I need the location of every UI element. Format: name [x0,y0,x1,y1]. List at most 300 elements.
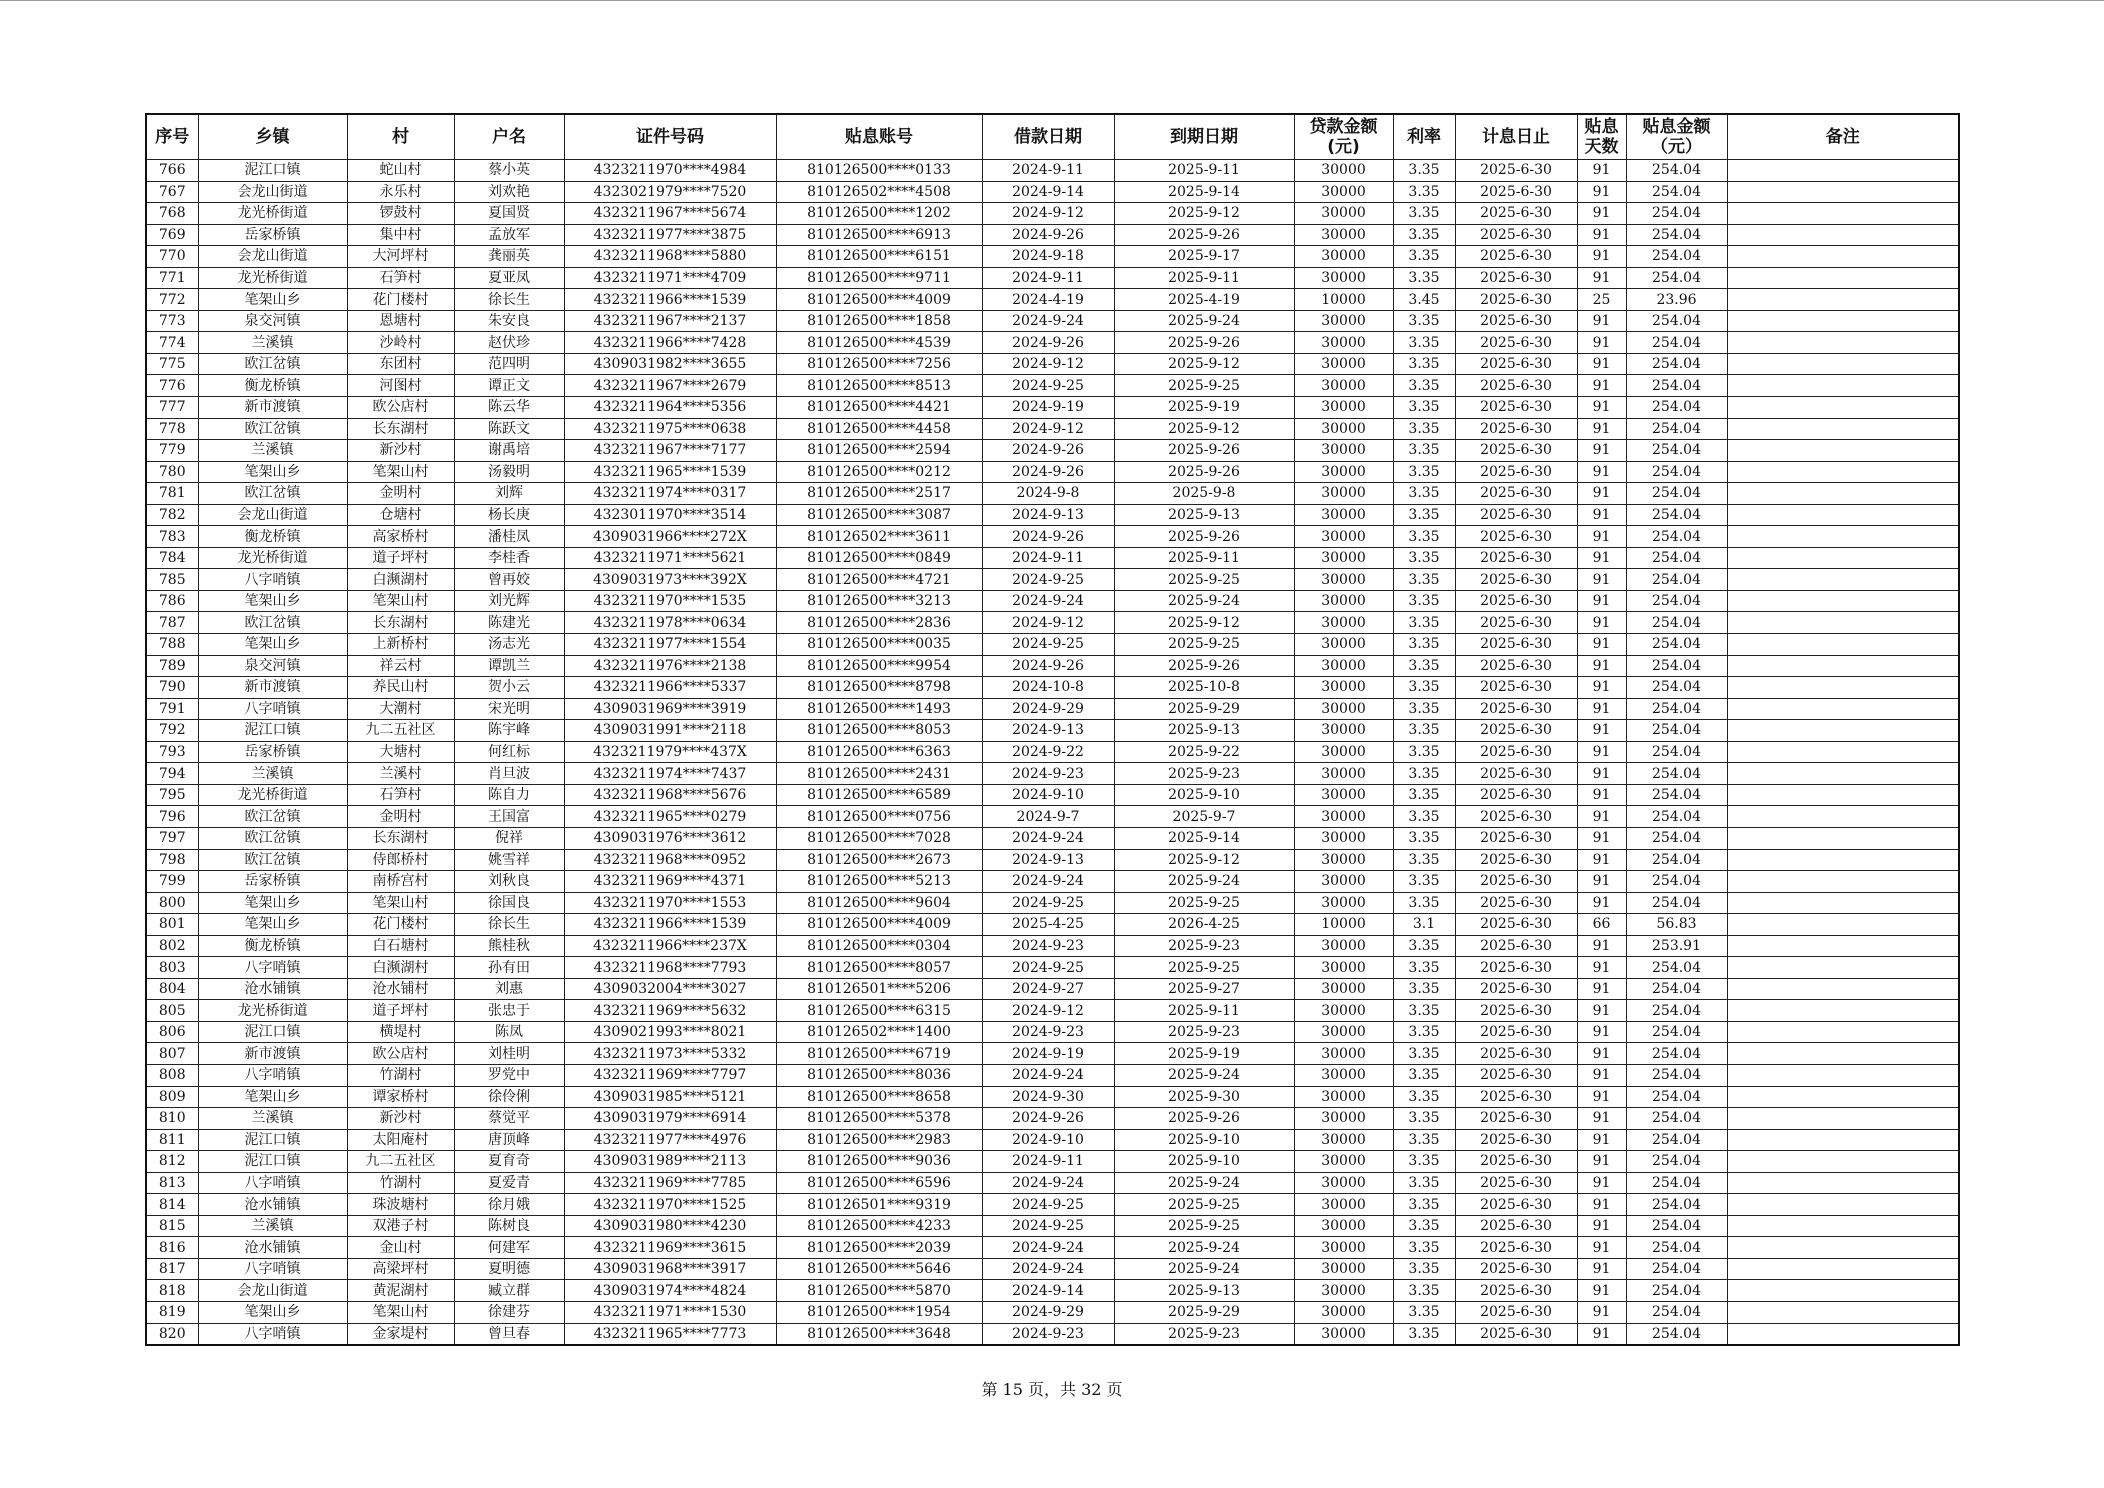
cell-col-subsidy-account: 810126500****4009 [776,914,982,936]
cell-col-interest-rate: 3.35 [1393,203,1455,225]
cell-col-remarks [1727,1194,1959,1216]
cell-col-account-holder: 夏明德 [454,1258,564,1280]
cell-col-loan-amount: 30000 [1294,246,1393,268]
cell-col-subsidy-days: 91 [1577,1301,1626,1323]
cell-col-interest-end-date: 2025-6-30 [1455,720,1577,742]
cell-col-subsidy-amount: 254.04 [1626,720,1727,742]
cell-col-interest-end-date: 2025-6-30 [1455,892,1577,914]
cell-col-id-number: 4323211973****5332 [564,1043,776,1065]
cell-col-township: 八字哨镇 [198,569,347,591]
cell-col-township: 兰溪镇 [198,1108,347,1130]
cell-col-interest-end-date: 2025-6-30 [1455,547,1577,569]
cell-col-index: 792 [146,720,198,742]
cell-col-index: 811 [146,1129,198,1151]
cell-col-village: 上新桥村 [347,634,454,656]
cell-col-index: 808 [146,1064,198,1086]
cell-col-due-date: 2025-9-13 [1114,504,1294,526]
table-row [146,332,1959,354]
table-row [146,1237,1959,1259]
cell-col-index: 782 [146,504,198,526]
cell-col-index: 778 [146,418,198,440]
cell-col-index: 784 [146,547,198,569]
cell-col-village: 金山村 [347,1237,454,1259]
cell-col-index: 796 [146,806,198,828]
cell-col-interest-end-date: 2025-6-30 [1455,246,1577,268]
cell-col-township: 笔架山乡 [198,1301,347,1323]
cell-col-loan-date: 2024-9-26 [982,461,1114,483]
cell-col-account-holder: 肖旦波 [454,763,564,785]
cell-col-account-holder: 徐伶俐 [454,1086,564,1108]
cell-col-interest-rate: 3.35 [1393,720,1455,742]
cell-col-subsidy-days: 91 [1577,1215,1626,1237]
cell-col-due-date: 2025-9-10 [1114,1151,1294,1173]
cell-col-subsidy-amount: 254.04 [1626,418,1727,440]
cell-col-loan-amount: 30000 [1294,827,1393,849]
table-row [146,871,1959,893]
cell-col-interest-rate: 3.35 [1393,849,1455,871]
cell-col-village: 新沙村 [347,440,454,462]
cell-col-township: 欧江岔镇 [198,483,347,505]
cell-col-subsidy-account: 810126500****7028 [776,827,982,849]
cell-col-subsidy-account: 810126500****7256 [776,353,982,375]
cell-col-subsidy-amount: 254.04 [1626,246,1727,268]
cell-col-interest-end-date: 2025-6-30 [1455,1064,1577,1086]
cell-col-loan-date: 2024-9-25 [982,1215,1114,1237]
cell-col-index: 768 [146,203,198,225]
cell-col-interest-end-date: 2025-6-30 [1455,590,1577,612]
cell-col-index: 798 [146,849,198,871]
cell-col-subsidy-days: 91 [1577,1280,1626,1302]
cell-col-due-date: 2025-9-12 [1114,353,1294,375]
cell-col-due-date: 2025-9-30 [1114,1086,1294,1108]
cell-col-due-date: 2025-9-23 [1114,763,1294,785]
cell-col-loan-amount: 30000 [1294,1301,1393,1323]
cell-col-interest-rate: 3.35 [1393,677,1455,699]
cell-col-subsidy-days: 91 [1577,397,1626,419]
cell-col-township: 泥江口镇 [198,1129,347,1151]
cell-col-id-number: 4323211965****1539 [564,461,776,483]
table-row [146,569,1959,591]
cell-col-remarks [1727,1237,1959,1259]
cell-col-subsidy-days: 91 [1577,1108,1626,1130]
cell-col-remarks [1727,1258,1959,1280]
cell-col-interest-end-date: 2025-6-30 [1455,1086,1577,1108]
cell-col-interest-rate: 3.35 [1393,1000,1455,1022]
cell-col-subsidy-amount: 254.04 [1626,1172,1727,1194]
table-row [146,440,1959,462]
table-row [146,914,1959,936]
cell-col-index: 769 [146,224,198,246]
cell-col-loan-date: 2024-9-12 [982,353,1114,375]
cell-col-loan-amount: 30000 [1294,763,1393,785]
cell-col-interest-rate: 3.35 [1393,1172,1455,1194]
cell-col-township: 兰溪镇 [198,1215,347,1237]
cell-col-township: 衡龙桥镇 [198,375,347,397]
cell-col-township: 岳家桥镇 [198,224,347,246]
cell-col-interest-end-date: 2025-6-30 [1455,655,1577,677]
cell-col-account-holder: 罗党中 [454,1064,564,1086]
cell-col-village: 永乐村 [347,181,454,203]
cell-col-subsidy-days: 91 [1577,892,1626,914]
cell-col-index: 770 [146,246,198,268]
cell-col-remarks [1727,418,1959,440]
cell-col-loan-amount: 30000 [1294,1129,1393,1151]
cell-col-township: 岳家桥镇 [198,871,347,893]
cell-col-interest-end-date: 2025-6-30 [1455,634,1577,656]
cell-col-township: 笔架山乡 [198,914,347,936]
cell-col-loan-date: 2024-9-24 [982,871,1114,893]
header-col-account-holder: 户名 [454,114,564,160]
cell-col-id-number: 4323211977****3875 [564,224,776,246]
table-row [146,289,1959,311]
cell-col-account-holder: 刘桂明 [454,1043,564,1065]
cell-col-subsidy-amount: 254.04 [1626,590,1727,612]
cell-col-interest-end-date: 2025-6-30 [1455,310,1577,332]
cell-col-subsidy-account: 810126500****4233 [776,1215,982,1237]
cell-col-interest-end-date: 2025-6-30 [1455,569,1577,591]
cell-col-due-date: 2025-9-7 [1114,806,1294,828]
cell-col-id-number: 4323211977****4976 [564,1129,776,1151]
cell-col-loan-amount: 30000 [1294,1000,1393,1022]
table-body [146,160,1959,1346]
cell-col-interest-rate: 3.35 [1393,741,1455,763]
table-row [146,461,1959,483]
cell-col-subsidy-account: 810126500****1493 [776,698,982,720]
cell-col-village: 大塘村 [347,741,454,763]
cell-col-interest-rate: 3.35 [1393,1194,1455,1216]
cell-col-subsidy-amount: 254.04 [1626,397,1727,419]
cell-col-index: 818 [146,1280,198,1302]
cell-col-subsidy-account: 810126500****4458 [776,418,982,440]
cell-col-interest-end-date: 2025-6-30 [1455,1129,1577,1151]
cell-col-interest-rate: 3.35 [1393,1043,1455,1065]
cell-col-remarks [1727,526,1959,548]
cell-col-township: 八字哨镇 [198,1323,347,1345]
cell-col-due-date: 2025-9-24 [1114,1237,1294,1259]
cell-col-interest-end-date: 2025-6-30 [1455,1280,1577,1302]
cell-col-loan-amount: 30000 [1294,1323,1393,1345]
cell-col-subsidy-account: 810126500****2673 [776,849,982,871]
cell-col-id-number: 4323021979****7520 [564,181,776,203]
cell-col-id-number: 4323211970****1525 [564,1194,776,1216]
cell-col-account-holder: 杨长庚 [454,504,564,526]
cell-col-subsidy-account: 810126500****3213 [776,590,982,612]
cell-col-interest-rate: 3.35 [1393,246,1455,268]
table-row [146,978,1959,1000]
cell-col-id-number: 4323211966****1539 [564,289,776,311]
cell-col-loan-date: 2024-9-25 [982,634,1114,656]
cell-col-id-number: 4309032004****3027 [564,978,776,1000]
cell-col-index: 766 [146,160,198,182]
cell-col-interest-end-date: 2025-6-30 [1455,526,1577,548]
cell-col-account-holder: 曾再姣 [454,569,564,591]
cell-col-village: 谭家桥村 [347,1086,454,1108]
cell-col-subsidy-amount: 254.04 [1626,547,1727,569]
cell-col-township: 沧水铺镇 [198,978,347,1000]
cell-col-remarks [1727,375,1959,397]
cell-col-id-number: 4323211964****5356 [564,397,776,419]
cell-col-loan-amount: 30000 [1294,978,1393,1000]
cell-col-remarks [1727,160,1959,182]
cell-col-id-number: 4309031991****2118 [564,720,776,742]
cell-col-due-date: 2025-9-24 [1114,1172,1294,1194]
cell-col-account-holder: 孙有田 [454,957,564,979]
cell-col-due-date: 2025-9-26 [1114,1108,1294,1130]
table-row [146,353,1959,375]
cell-col-account-holder: 蔡觉平 [454,1108,564,1130]
cell-col-township: 会龙山街道 [198,504,347,526]
cell-col-interest-rate: 3.35 [1393,483,1455,505]
cell-col-subsidy-amount: 254.04 [1626,1301,1727,1323]
cell-col-id-number: 4323211966****1539 [564,914,776,936]
cell-col-due-date: 2025-9-26 [1114,655,1294,677]
cell-col-loan-amount: 30000 [1294,1194,1393,1216]
cell-col-id-number: 4323211970****1535 [564,590,776,612]
cell-col-loan-amount: 30000 [1294,224,1393,246]
cell-col-remarks [1727,1301,1959,1323]
cell-col-loan-date: 2024-9-22 [982,741,1114,763]
cell-col-due-date: 2025-9-29 [1114,698,1294,720]
cell-col-interest-rate: 3.35 [1393,1151,1455,1173]
cell-col-subsidy-days: 91 [1577,1086,1626,1108]
cell-col-loan-amount: 30000 [1294,655,1393,677]
cell-col-village: 兰溪村 [347,763,454,785]
cell-col-interest-rate: 3.35 [1393,160,1455,182]
cell-col-loan-amount: 30000 [1294,440,1393,462]
cell-col-account-holder: 刘欢艳 [454,181,564,203]
cell-col-interest-end-date: 2025-6-30 [1455,1172,1577,1194]
cell-col-due-date: 2025-9-10 [1114,1129,1294,1151]
cell-col-loan-amount: 30000 [1294,418,1393,440]
table-row [146,246,1959,268]
table-row [146,397,1959,419]
cell-col-loan-amount: 30000 [1294,634,1393,656]
cell-col-subsidy-days: 91 [1577,267,1626,289]
cell-col-account-holder: 唐顶峰 [454,1129,564,1151]
cell-col-subsidy-amount: 254.04 [1626,677,1727,699]
cell-col-due-date: 2025-9-24 [1114,1064,1294,1086]
header-col-loan-amount: 贷款金额 (元) [1294,114,1393,160]
cell-col-id-number: 4323211966****7428 [564,332,776,354]
cell-col-subsidy-account: 810126500****4539 [776,332,982,354]
cell-col-loan-date: 2024-9-10 [982,784,1114,806]
cell-col-account-holder: 徐国良 [454,892,564,914]
cell-col-loan-amount: 30000 [1294,569,1393,591]
cell-col-township: 笔架山乡 [198,461,347,483]
cell-col-subsidy-days: 91 [1577,181,1626,203]
cell-col-subsidy-days: 91 [1577,1323,1626,1345]
cell-col-subsidy-days: 91 [1577,526,1626,548]
cell-col-id-number: 4323211967****7177 [564,440,776,462]
table-header-row [146,114,1959,160]
cell-col-remarks [1727,1108,1959,1130]
cell-col-loan-amount: 10000 [1294,914,1393,936]
cell-col-subsidy-account: 810126500****6589 [776,784,982,806]
cell-col-id-number: 4323211970****4984 [564,160,776,182]
cell-col-subsidy-account: 810126500****3087 [776,504,982,526]
cell-col-interest-end-date: 2025-6-30 [1455,1258,1577,1280]
cell-col-remarks [1727,224,1959,246]
cell-col-remarks [1727,397,1959,419]
cell-col-subsidy-days: 91 [1577,1000,1626,1022]
cell-col-subsidy-days: 91 [1577,590,1626,612]
cell-col-interest-rate: 3.35 [1393,634,1455,656]
cell-col-id-number: 4323211966****5337 [564,677,776,699]
loan-subsidy-table-container [145,113,1960,1346]
cell-col-township: 兰溪镇 [198,763,347,785]
cell-col-interest-rate: 3.35 [1393,1215,1455,1237]
cell-col-loan-amount: 30000 [1294,957,1393,979]
cell-col-subsidy-account: 810126500****2517 [776,483,982,505]
cell-col-remarks [1727,353,1959,375]
cell-col-remarks [1727,806,1959,828]
cell-col-township: 龙光桥街道 [198,203,347,225]
cell-col-account-holder: 谭凯兰 [454,655,564,677]
cell-col-index: 780 [146,461,198,483]
cell-col-loan-date: 2024-9-24 [982,827,1114,849]
cell-col-account-holder: 赵伏珍 [454,332,564,354]
cell-col-subsidy-amount: 254.04 [1626,160,1727,182]
cell-col-subsidy-amount: 254.04 [1626,1280,1727,1302]
cell-col-village: 花门楼村 [347,914,454,936]
cell-col-due-date: 2025-9-29 [1114,1301,1294,1323]
cell-col-due-date: 2025-9-11 [1114,1000,1294,1022]
cell-col-index: 797 [146,827,198,849]
cell-col-village: 集中村 [347,224,454,246]
cell-col-subsidy-account: 810126500****8036 [776,1064,982,1086]
cell-col-village: 沙岭村 [347,332,454,354]
cell-col-subsidy-days: 25 [1577,289,1626,311]
cell-col-due-date: 2025-9-23 [1114,935,1294,957]
cell-col-due-date: 2025-9-26 [1114,461,1294,483]
cell-col-township: 泥江口镇 [198,1151,347,1173]
cell-col-due-date: 2025-9-14 [1114,827,1294,849]
cell-col-remarks [1727,871,1959,893]
cell-col-township: 泥江口镇 [198,720,347,742]
cell-col-loan-amount: 30000 [1294,181,1393,203]
cell-col-index: 820 [146,1323,198,1345]
cell-col-village: 笔架山村 [347,461,454,483]
cell-col-subsidy-amount: 254.04 [1626,784,1727,806]
cell-col-village: 沧水铺村 [347,978,454,1000]
cell-col-due-date: 2025-9-25 [1114,634,1294,656]
cell-col-index: 791 [146,698,198,720]
cell-col-index: 774 [146,332,198,354]
cell-col-index: 801 [146,914,198,936]
cell-col-township: 兰溪镇 [198,440,347,462]
cell-col-loan-date: 2024-9-18 [982,246,1114,268]
cell-col-subsidy-days: 91 [1577,978,1626,1000]
table-row [146,1280,1959,1302]
cell-col-index: 817 [146,1258,198,1280]
cell-col-subsidy-days: 91 [1577,547,1626,569]
cell-col-subsidy-account: 810126500****2836 [776,612,982,634]
cell-col-interest-end-date: 2025-6-30 [1455,763,1577,785]
cell-col-subsidy-days: 91 [1577,634,1626,656]
cell-col-village: 竹湖村 [347,1064,454,1086]
cell-col-index: 809 [146,1086,198,1108]
cell-col-interest-rate: 3.35 [1393,892,1455,914]
cell-col-subsidy-amount: 254.04 [1626,871,1727,893]
cell-col-subsidy-account: 810126500****2431 [776,763,982,785]
table-row [146,1064,1959,1086]
cell-col-village: 竹湖村 [347,1172,454,1194]
cell-col-id-number: 4323211974****0317 [564,483,776,505]
cell-col-subsidy-days: 91 [1577,310,1626,332]
cell-col-interest-rate: 3.35 [1393,871,1455,893]
page-number-label: 第 15 页，共 32 页 [981,1380,1123,1399]
cell-col-due-date: 2025-9-11 [1114,267,1294,289]
cell-col-loan-date: 2024-9-12 [982,1000,1114,1022]
cell-col-account-holder: 陈树良 [454,1215,564,1237]
cell-col-loan-amount: 30000 [1294,1172,1393,1194]
cell-col-account-holder: 曾旦春 [454,1323,564,1345]
cell-col-township: 八字哨镇 [198,698,347,720]
cell-col-account-holder: 谭正文 [454,375,564,397]
cell-col-loan-amount: 30000 [1294,483,1393,505]
cell-col-due-date: 2025-9-26 [1114,332,1294,354]
cell-col-index: 781 [146,483,198,505]
cell-col-remarks [1727,267,1959,289]
cell-col-loan-amount: 30000 [1294,1021,1393,1043]
cell-col-loan-date: 2024-9-30 [982,1086,1114,1108]
cell-col-subsidy-amount: 254.04 [1626,203,1727,225]
cell-col-subsidy-amount: 254.04 [1626,698,1727,720]
cell-col-township: 泉交河镇 [198,655,347,677]
cell-col-id-number: 4323211978****0634 [564,612,776,634]
cell-col-subsidy-days: 91 [1577,957,1626,979]
cell-col-subsidy-amount: 254.04 [1626,504,1727,526]
cell-col-remarks [1727,461,1959,483]
cell-col-id-number: 4309021993****8021 [564,1021,776,1043]
cell-col-interest-end-date: 2025-6-30 [1455,375,1577,397]
cell-col-loan-amount: 30000 [1294,1237,1393,1259]
cell-col-subsidy-days: 91 [1577,1258,1626,1280]
cell-col-township: 新市渡镇 [198,397,347,419]
cell-col-subsidy-amount: 254.04 [1626,353,1727,375]
cell-col-township: 笔架山乡 [198,289,347,311]
cell-col-id-number: 4309031966****272X [564,526,776,548]
cell-col-subsidy-account: 810126501****5206 [776,978,982,1000]
cell-col-village: 笔架山村 [347,1301,454,1323]
cell-col-subsidy-days: 91 [1577,1151,1626,1173]
cell-col-village: 大河坪村 [347,246,454,268]
cell-col-subsidy-days: 91 [1577,483,1626,505]
cell-col-township: 新市渡镇 [198,677,347,699]
cell-col-loan-date: 2024-9-11 [982,1151,1114,1173]
cell-col-township: 笔架山乡 [198,1086,347,1108]
cell-col-subsidy-account: 810126500****6363 [776,741,982,763]
cell-col-remarks [1727,1129,1959,1151]
cell-col-id-number: 4323211971****5621 [564,547,776,569]
cell-col-township: 笔架山乡 [198,590,347,612]
cell-col-interest-rate: 3.35 [1393,1086,1455,1108]
cell-col-subsidy-days: 91 [1577,655,1626,677]
cell-col-loan-date: 2024-9-24 [982,1064,1114,1086]
cell-col-interest-end-date: 2025-6-30 [1455,612,1577,634]
cell-col-account-holder: 张忠于 [454,1000,564,1022]
cell-col-id-number: 4323211968****0952 [564,849,776,871]
cell-col-loan-amount: 30000 [1294,332,1393,354]
cell-col-subsidy-amount: 254.04 [1626,957,1727,979]
cell-col-subsidy-account: 810126500****0212 [776,461,982,483]
cell-col-loan-amount: 30000 [1294,935,1393,957]
cell-col-township: 龙光桥街道 [198,1000,347,1022]
cell-col-loan-amount: 30000 [1294,267,1393,289]
cell-col-due-date: 2025-9-25 [1114,1194,1294,1216]
cell-col-interest-end-date: 2025-6-30 [1455,289,1577,311]
cell-col-interest-end-date: 2025-6-30 [1455,698,1577,720]
